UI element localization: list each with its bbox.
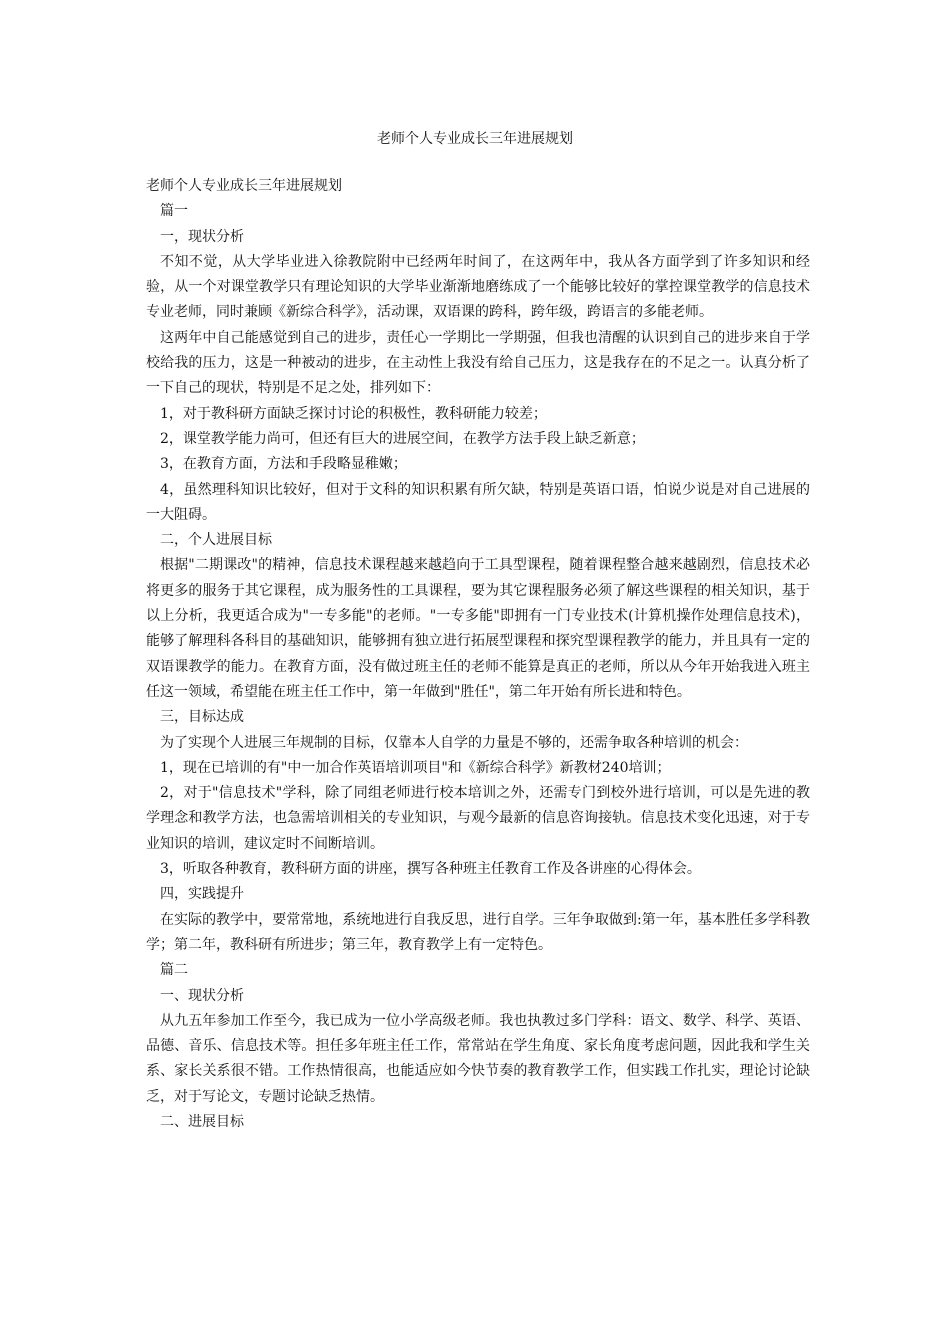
paragraph: 在实际的教学中，要常常地，系统地进行自我反思，进行自学。三年争取做到:第一年，基本胜任多学科教学；第二年，教科研有所进步；第三年，教育教学上有一定特色。	[146, 911, 810, 953]
paragraph: 为了实现个人进展三年规制的目标，仅靠本人自学的力量是不够的，还需争取各种培训的机会：	[160, 734, 748, 751]
paragraph: 2，对于"信息技术"学科，除了同组老师进行校本培训之外，还需专门到校外进行培训，可以是先进的教学理念和教学方法，也急需培训相关的专业知识，与观今最新的信息咨询接轨。信息技术变化迅速，对于专业知识的培训，建议定时不间断培训。	[146, 785, 810, 852]
paragraph: 二、进展目标	[160, 1113, 244, 1130]
paragraph: 二，个人进展目标	[160, 532, 272, 549]
paragraph: 1，现在已培训的有"中一加合作英语培训项目"和《新综合科学》新教材240培训；	[160, 759, 671, 776]
document-title: 老师个人专业成长三年进展规划	[377, 131, 573, 147]
paragraph: 1，对于教科研方面缺乏探讨讨论的积极性，教科研能力较差；	[160, 405, 547, 422]
paragraph: 不知不觉，从大学毕业进入徐教院附中已经两年时间了，在这两年中，我从各方面学到了许多知识和经验，从一个对课堂教学只有理论知识的大学毕业渐渐地磨练成了一个能够比较好的掌控课堂教学的信息技术专业老师，同时兼顾《新综合科学》，活动课，双语课的跨科，跨年级，跨语言的多能老师。	[146, 253, 810, 321]
paragraph: 篇一	[160, 203, 188, 220]
document-body	[146, 174, 810, 1135]
paragraph: 从九五年参加工作至今，我已成为一位小学高级老师。我也执教过多门学科：语文、数学、科学、英语、品德、音乐、信息技术等。担任多年班主任工作，常常站在学生角度、家长角度考虑问题，因此我和学生关系、家长关系很不错。工作热情很高，也能适应如今快节奏的教育教学工作，但实践工作扎实，理论讨论缺乏，对于写论文，专题讨论缺乏热情。	[146, 1012, 810, 1105]
paragraph: 根据"二期课改"的精神，信息技术课程越来越趋向于工具型课程，随着课程整合越来越剧烈，信息技术必将更多的服务于其它课程，成为服务性的工具课程，要为其它课程服务必须了解这些课程的相关知识，基于以上分析，我更适合成为"一专多能"的老师。"一专多能"即拥有一门专业技术(计算机操作处理信息技术)，能够了解理科各科目的基础知识，能够拥有独立进行拓展型课程和探究型课程教学的能力，并且具有一定的双语课教学的能力。在教育方面，没有做过班主任的老师不能算是真正的老师，所以从今年开始我进入班主任这一领域，希望能在班主任工作中，第一年做到"胜任"，第二年开始有所长进和特色。	[146, 557, 810, 700]
paragraph: 这两年中自己能感觉到自己的进步，责任心一学期比一学期强，但我也清醒的认识到自己的进步来自于学校给我的压力，这是一种被动的进步，在主动性上我没有给自己压力，这是我存在的不足之一。认真分析了一下自己的现状，特别是不足之处，排列如下：	[146, 329, 810, 397]
paragraph: 3，在教育方面，方法和手段略显稚嫩；	[160, 456, 407, 473]
paragraph: 一、现状分析	[160, 987, 244, 1004]
paragraph: 篇二	[160, 962, 188, 979]
paragraph: 3，听取各种教育，教科研方面的讲座，撰写各种班主任教育工作及各讲座的心得体会。	[160, 861, 701, 878]
paragraph: 四，实践提升	[160, 886, 244, 903]
paragraph: 一，现状分析	[160, 228, 244, 245]
paragraph: 老师个人专业成长三年进展规划	[146, 178, 342, 194]
paragraph: 4，虽然理科知识比较好，但对于文科的知识积累有所欠缺，特别是英语口语，怕说少说是对自己进展的一大阻碍。	[146, 481, 810, 523]
paragraph: 2，课堂教学能力尚可，但还有巨大的进展空间，在教学方法手段上缺乏新意；	[160, 430, 645, 447]
paragraph: 三，目标达成	[160, 709, 244, 726]
